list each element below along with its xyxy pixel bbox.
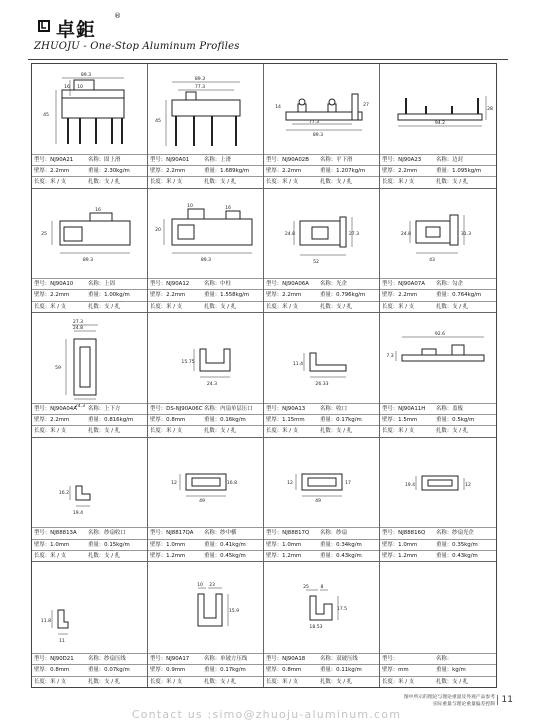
dimension-label: 25 (41, 231, 47, 237)
spec-right: 名称：纱扇压线 (88, 655, 126, 662)
spec-right: 名称：上下方 (88, 405, 121, 412)
profile-drawing (150, 564, 262, 652)
spec-left: 壁厚：2.2mm (382, 167, 418, 174)
spec-right: 扎数：支 / 扎 (204, 428, 237, 435)
spec-right: 重量：0.16kg/m (204, 417, 246, 424)
dimension-label: 16 (225, 205, 231, 211)
spec-left: 长度：米 / 支 (266, 428, 299, 435)
dimension-label: 16.8 (226, 480, 238, 486)
product-card (380, 189, 496, 314)
product-card (264, 438, 380, 563)
spec-right: 扎数：支 / 扎 (88, 303, 121, 310)
spec-left: 长度：米 / 支 (34, 303, 67, 310)
spec-left: 壁厚：1.15mm (266, 417, 305, 424)
product-specs (380, 653, 496, 687)
spec-right: 名称：光企 (320, 281, 347, 288)
footer-note-line-1: 图中所示的理论与理论重量及外观产品参考 (403, 695, 495, 700)
brand-name-cn: 卓鉅 (56, 19, 97, 41)
dimension-label: 89.3 (194, 77, 206, 82)
dimension-label: 19.4 (72, 510, 84, 516)
dimension-label: 12 (465, 482, 471, 488)
spec-left: 壁厚：2.2mm (150, 167, 186, 174)
dimension-label: 24.3 (206, 382, 218, 388)
page-number: 11 (497, 695, 513, 705)
registered-mark: ® (114, 12, 121, 20)
dimension-label: 25 (303, 585, 309, 591)
dimension-label: 49 (315, 498, 321, 504)
product-card (264, 562, 380, 687)
spec-right: 重量：0.43kg/m (320, 552, 362, 559)
extra-row (380, 176, 496, 188)
spec-left: 型号：NJ90A07A (382, 281, 425, 288)
profile-drawing (266, 191, 378, 279)
spec-left: 长度：米 / 支 (34, 678, 67, 685)
extra-row (148, 550, 263, 562)
spec-right: 扎数：支 / 扎 (436, 428, 469, 435)
extra-row (380, 425, 496, 437)
dimension-label: 16 (95, 207, 101, 213)
dimension-label: 18.53 (309, 625, 323, 631)
product-specs (148, 154, 263, 188)
spec-right: 扎数：支 / 扎 (436, 303, 469, 310)
spec-left: 壁厚：1.2mm (150, 552, 186, 559)
profile-drawing (34, 564, 146, 652)
extra-row (148, 676, 263, 688)
spec-right: 重量：0.35kg/m (436, 541, 478, 548)
spec-right: 扎数：支 / 扎 (436, 678, 469, 685)
dimension-label: 31.3 (460, 231, 472, 237)
dimension-label: 24.3 (74, 404, 86, 410)
spec-right: 扎数：支 / 扎 (88, 678, 121, 685)
product-card (380, 64, 496, 189)
spec-left: 长度：米 / 支 (266, 678, 299, 685)
spec-left: 长度：米 / 支 (150, 678, 183, 685)
dimension-label: 12 (287, 480, 293, 486)
dimension-label: 14 (275, 105, 281, 110)
dimension-label: 89.3 (312, 133, 324, 138)
product-card (264, 64, 380, 189)
product-card (380, 562, 496, 687)
dimension-label: 24.8 (72, 326, 84, 332)
profile-drawing (150, 191, 262, 279)
spec-left: 壁厚：mm (382, 667, 409, 674)
spec-left: 型号：NJ90A02B (266, 156, 309, 163)
dimension-label: 77.3 (194, 85, 206, 90)
spec-right: 重量：0.816kg/m (88, 417, 134, 424)
spec-right: 重量：1.689kg/m (204, 167, 250, 174)
profile-drawing (382, 315, 494, 403)
spec-right: 扎数：支 / 扎 (436, 179, 469, 186)
spec-left: 壁厚：1.0mm (266, 541, 302, 548)
extra-row (32, 550, 147, 562)
profile-drawing (382, 564, 494, 652)
dimension-label: 17 (345, 480, 351, 486)
product-card (32, 64, 148, 189)
spec-right: 名称：收口 (320, 405, 347, 412)
spec-left: 型号：NJ90A18 (266, 655, 306, 662)
footer-note (404, 694, 495, 708)
dimension-label: 26.33 (315, 382, 329, 388)
product-card (148, 189, 264, 314)
brand-logo-icon (36, 18, 52, 34)
dimension-label: 23 (209, 583, 215, 589)
profile-drawing (382, 66, 494, 154)
profile-drawing (266, 66, 378, 154)
spec-left: 壁厚：2.2mm (266, 292, 302, 299)
profile-drawing (150, 440, 262, 528)
product-specs (32, 278, 147, 312)
product-specs (264, 527, 379, 561)
spec-right: 重量：1.207kg/m (320, 167, 366, 174)
spec-left: 型号： (382, 655, 399, 662)
extra-row (380, 301, 496, 313)
dimension-label: 45 (43, 113, 49, 118)
profile-drawing (34, 440, 146, 528)
spec-right: 重量：0.17kg/m (320, 417, 362, 424)
dimension-label: 19.4 (404, 482, 416, 488)
spec-left: 壁厚：2.2mm (382, 292, 418, 299)
dimension-label: 89.3 (80, 73, 92, 78)
spec-left: 型号：NJ88813A (34, 530, 77, 537)
extra-row (32, 676, 147, 688)
dimension-label: 27 (363, 103, 369, 108)
product-specs (32, 154, 147, 188)
spec-right: 扎数：支 / 扎 (320, 678, 353, 685)
product-card (264, 189, 380, 314)
product-specs (32, 527, 147, 561)
spec-right: 扎数：支 / 扎 (320, 303, 353, 310)
spec-right: 重量：2.30kg/m (88, 167, 130, 174)
spec-right: 名称：单玻方压线 (204, 655, 248, 662)
header-divider (28, 59, 508, 60)
dimension-label: 45 (155, 119, 161, 124)
product-grid (32, 64, 496, 687)
spec-left: 型号：NJ90A11H (382, 405, 426, 412)
extra-row (148, 176, 263, 188)
extra-row (148, 425, 263, 437)
spec-left: 壁厚：0.8mm (266, 667, 302, 674)
spec-right: 名称：纱扇光企 (436, 530, 474, 537)
spec-right: 名称：中柱 (204, 281, 231, 288)
spec-right: 重量：0.764kg/m (436, 292, 482, 299)
spec-right: 重量：0.07kg/m (88, 667, 130, 674)
extra-row (148, 301, 263, 313)
product-card (148, 64, 264, 189)
dimension-label: 8 (320, 585, 324, 591)
spec-right: 名称：双玻压线 (320, 655, 358, 662)
footer-note-line-2: 实际重量与理论重量偏差控制 (432, 702, 495, 707)
spec-right: 扎数：支 / 扎 (204, 303, 237, 310)
product-specs (380, 527, 496, 561)
dimension-label: 16.2 (58, 490, 70, 496)
spec-right: 重量：1.095kg/m (436, 167, 482, 174)
spec-left: 长度：米 / 支 (382, 303, 415, 310)
spec-right: 扎数：支 / 扎 (204, 179, 237, 186)
dimension-label: 52 (313, 259, 319, 265)
spec-left: 型号：NJ90A10 (34, 281, 74, 288)
dimension-label: 89.3 (82, 257, 94, 263)
extra-row (264, 176, 379, 188)
spec-left: 长度：米 / 支 (382, 678, 415, 685)
product-specs (264, 278, 379, 312)
brand-tagline: ZHUOJU - One-Stop Aluminum Profiles (34, 41, 240, 52)
spec-left: 型号：NJ90A13 (266, 405, 306, 412)
dimension-label: 28 (487, 107, 493, 112)
product-specs (148, 278, 263, 312)
spec-right: 名称： (436, 655, 453, 662)
spec-left: 壁厚：1.5mm (382, 417, 418, 424)
spec-left: 壁厚：1.2mm (382, 552, 418, 559)
extra-row (264, 425, 379, 437)
profile-drawing (150, 66, 262, 154)
dimension-label: 77.3 (308, 120, 320, 125)
product-card (264, 313, 380, 438)
spec-left: 壁厚：0.8mm (150, 417, 186, 424)
dimension-label: 49 (199, 498, 205, 504)
spec-left: 型号：NJ8817QA (150, 530, 194, 537)
spec-left: 型号：NJ90A21 (34, 156, 74, 163)
dimension-label: 17.5 (336, 607, 348, 613)
spec-right: 扎数：支 / 扎 (204, 678, 237, 685)
product-card (32, 438, 148, 563)
dimension-label: 11.4 (292, 362, 304, 368)
spec-left: 壁厚：1.2mm (266, 552, 302, 559)
dimension-label: 15.9 (228, 609, 240, 615)
spec-right: 名称：上滑 (204, 156, 231, 163)
dimension-label: 12 (171, 480, 177, 486)
dimension-label: 10 (187, 203, 193, 209)
product-specs (264, 653, 379, 687)
product-card (32, 189, 148, 314)
spec-left: 型号：NJ90A17 (150, 655, 190, 662)
product-specs (380, 278, 496, 312)
dimension-label: 24.8 (284, 231, 296, 237)
product-specs (148, 527, 263, 561)
product-specs (32, 653, 147, 687)
product-specs (380, 403, 496, 437)
profile-drawing (34, 66, 146, 154)
profile-drawing (382, 440, 494, 528)
spec-right: 名称：盖板 (436, 405, 463, 412)
spec-right: 名称：平下滑 (320, 156, 353, 163)
spec-left: 壁厚：0.8mm (34, 667, 70, 674)
spec-left: 长度：米 / 支 (150, 303, 183, 310)
spec-left: 型号：NJ90A04A (34, 405, 77, 412)
spec-left: 型号：DS-NJ90A06C (150, 405, 203, 412)
spec-left: 型号：NJ90A12 (150, 281, 190, 288)
dimension-label: 59 (55, 366, 61, 372)
spec-left: 型号：NJ90A01 (150, 156, 190, 163)
product-specs (380, 154, 496, 188)
spec-left: 型号：NJ88817Q (266, 530, 310, 537)
spec-left: 壁厚：2.2mm (34, 167, 70, 174)
spec-left: 型号：NJ90A06A (266, 281, 309, 288)
profile-drawing (34, 191, 146, 279)
profile-drawing (266, 564, 378, 652)
product-card (148, 562, 264, 687)
spec-left: 壁厚：1.0mm (150, 541, 186, 548)
dimension-label: 94.2 (434, 121, 446, 126)
product-card (380, 438, 496, 563)
dimension-label: 20 (155, 227, 161, 233)
spec-right: 扎数：支 / 扎 (320, 428, 353, 435)
spec-left: 壁厚：0.9mm (150, 667, 186, 674)
profile-drawing (266, 315, 378, 403)
spec-right: 重量：1.00kg/m (88, 292, 130, 299)
dimension-label: 24.8 (400, 231, 412, 237)
product-specs (264, 154, 379, 188)
spec-right: 重量：0.15kg/m (88, 541, 130, 548)
spec-right: 重量：0.45kg/m (204, 552, 246, 559)
extra-row (32, 425, 147, 437)
extra-row (32, 301, 147, 313)
extra-row (264, 301, 379, 313)
spec-left: 长度：米 / 支 (266, 303, 299, 310)
spec-right: 重量：1.558kg/m (204, 292, 250, 299)
dimension-label: 27.3 (72, 320, 84, 326)
product-card (32, 562, 148, 687)
product-specs (32, 403, 147, 437)
spec-right: 名称：上固 (88, 281, 115, 288)
profile-drawing (382, 191, 494, 279)
product-card (148, 313, 264, 438)
spec-right: 重量：0.796kg/m (320, 292, 366, 299)
product-specs (264, 403, 379, 437)
spec-left: 长度：米 / 支 (34, 552, 67, 559)
extra-row (32, 176, 147, 188)
spec-left: 壁厚：2.2mm (266, 167, 302, 174)
spec-right: 重量：0.43kg/m (436, 552, 478, 559)
extra-row (264, 550, 379, 562)
spec-left: 壁厚：1.0mm (34, 541, 70, 548)
spec-right: 重量：0.11kg/m (320, 667, 362, 674)
dimension-label: 43 (429, 257, 435, 263)
spec-right: 名称：固上滑 (88, 156, 121, 163)
spec-left: 壁厚：2.2mm (34, 292, 70, 299)
product-specs (148, 653, 263, 687)
spec-left: 长度：米 / 支 (34, 428, 67, 435)
spec-right: 名称：纱扇 (320, 530, 347, 537)
spec-left: 长度：米 / 支 (150, 179, 183, 186)
product-sheet (31, 63, 497, 688)
dimension-label: 92.6 (434, 332, 446, 338)
spec-right: 名称：纱中横 (204, 530, 237, 537)
spec-left: 长度：米 / 支 (150, 428, 183, 435)
dimension-label: 11 (59, 639, 65, 645)
dimension-label: 15.75 (181, 360, 195, 366)
page-header (28, 12, 508, 62)
spec-left: 长度：米 / 支 (382, 428, 415, 435)
spec-right: 扎数：支 / 扎 (320, 179, 353, 186)
spec-left: 型号：NJ88816Q (382, 530, 426, 537)
dimension-label: 27.3 (348, 231, 360, 237)
spec-left: 长度：米 / 支 (34, 179, 67, 186)
spec-right: 重量：0.17kg/m (204, 667, 246, 674)
spec-left: 壁厚：1.0mm (382, 541, 418, 548)
dimension-label: 10 (77, 85, 83, 90)
dimension-label: 7.3 (386, 354, 394, 360)
product-card (32, 313, 148, 438)
profile-drawing (150, 315, 262, 403)
spec-right: 重量：0.34kg/m (320, 541, 362, 548)
spec-right: 名称：勾企 (436, 281, 463, 288)
dimension-label: 11.8 (40, 619, 52, 625)
spec-right: 扎数：支 / 扎 (88, 552, 121, 559)
spec-left: 长度：米 / 支 (266, 179, 299, 186)
spec-right: 名称：内扇单层压口 (204, 405, 253, 412)
dimension-label: 89.3 (200, 257, 212, 263)
extra-row (380, 550, 496, 562)
product-specs (148, 403, 263, 437)
spec-left: 壁厚：2.2mm (34, 417, 70, 424)
spec-right: 重量：kg/m (436, 667, 466, 674)
spec-right: 重量：0.5kg/m (436, 417, 475, 424)
spec-left: 长度：米 / 支 (382, 179, 415, 186)
spec-left: 型号：NJ90D21 (34, 655, 74, 662)
extra-row (380, 676, 496, 688)
spec-left: 壁厚：2.2mm (150, 292, 186, 299)
dimension-label: 16 (64, 85, 70, 90)
spec-right: 扎数：支 / 扎 (88, 428, 121, 435)
dimension-label: 10 (197, 583, 203, 589)
contact-watermark: Contact us :simo@zhuoju-aluminum.com (131, 708, 402, 721)
profile-drawing (266, 440, 378, 528)
spec-left: 型号：NJ90A23 (382, 156, 422, 163)
product-card (148, 438, 264, 563)
extra-row (264, 676, 379, 688)
spec-right: 名称：边封 (436, 156, 463, 163)
spec-right: 重量：0.41kg/m (204, 541, 246, 548)
spec-right: 名称：纱扇收口 (88, 530, 126, 537)
spec-right: 扎数：支 / 扎 (88, 179, 121, 186)
product-card (380, 313, 496, 438)
